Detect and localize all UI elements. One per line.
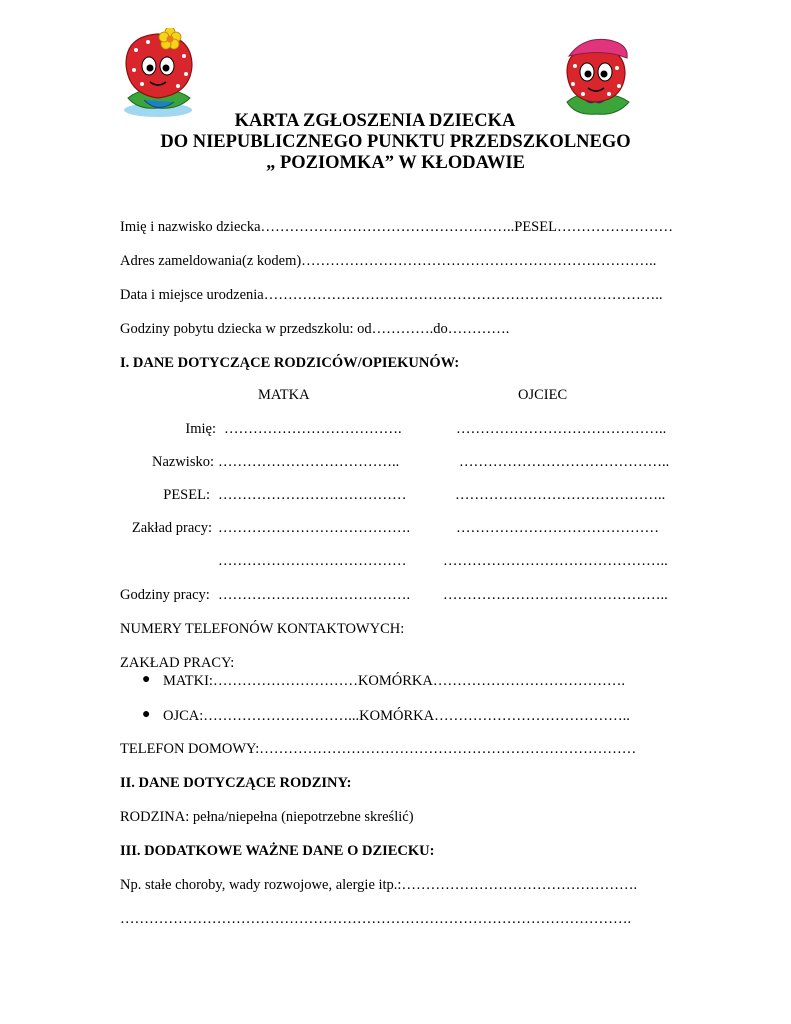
parent-row-label: Imię: [185, 421, 216, 437]
mother-surname-field[interactable]: ……………………………….. [218, 454, 400, 470]
mother-pesel-field[interactable]: ………………………………… [218, 487, 407, 503]
father-pesel-field[interactable]: …………………………………….. [455, 487, 666, 503]
parent-row-label: PESEL: [163, 487, 210, 503]
mother-phone-field[interactable]: MATKI:…………………………KOMÓRKA…………………………………. [163, 673, 625, 689]
form-title-line2: DO NIEPUBLICZNEGO PUNKTU PRZEDSZKOLNEGO [160, 132, 631, 152]
parent-row-label: Nazwisko: [151, 454, 214, 470]
bullet-icon: ● [142, 672, 151, 687]
father-workplace-extra-field[interactable]: ……………………………………….. [443, 553, 668, 569]
mother-column-header: MATKA [258, 387, 310, 403]
strawberry-mascot-flower-icon [118, 28, 200, 120]
extra-info-field[interactable]: ……………………………………………………………………………………………. [120, 911, 632, 927]
bullet-icon: ● [142, 707, 151, 722]
family-status-field[interactable]: RODZINA: pełna/niepełna (niepotrzebne skreślić) [120, 809, 414, 825]
father-first-name-field[interactable]: …………………………………….. [456, 421, 667, 437]
father-column-header: OJCIEC [518, 387, 568, 403]
mother-work-hours-field[interactable]: …………………………………. [218, 587, 411, 603]
form-title-line3: „ POZIOMKA” W KŁODAWIE [266, 153, 525, 173]
mother-workplace-field[interactable]: …………………………………. [218, 520, 411, 536]
father-workplace-field[interactable]: …………………………………… [456, 520, 659, 536]
address-field[interactable]: Adres zameldowania(z kodem)……………………………………………………………….. [120, 253, 657, 269]
stay-hours-field[interactable]: Godziny pobytu dziecka w przedszkolu: od………….do…………. [120, 321, 510, 337]
father-surname-field[interactable]: …………………………………….. [459, 454, 670, 470]
section2-heading: II. DANE DOTYCZĄCE RODZINY: [120, 775, 352, 791]
phones-heading: NUMERY TELEFONÓW KONTAKTOWYCH: [120, 621, 405, 637]
section1-heading: I. DANE DOTYCZĄCE RODZICÓW/OPIEKUNÓW: [120, 355, 460, 371]
father-work-hours-field[interactable]: ……………………………………….. [443, 587, 668, 603]
mother-first-name-field[interactable]: ………………………………. [224, 421, 402, 437]
home-phone-field[interactable]: TELEFON DOMOWY:…………………………………………………………………… [120, 741, 637, 757]
mother-workplace-extra-field[interactable]: ………………………………… [218, 553, 407, 569]
parent-row-label: Godziny pracy: [120, 587, 210, 603]
child-name-field[interactable]: Imię i nazwisko dziecka……………………………………………..PESEL…………………… [120, 219, 673, 235]
form-title-line1: KARTA ZGŁOSZENIA DZIECKA [234, 111, 516, 131]
section3-heading: III. DODATKOWE WAŻNE DANE O DZIECKU: [120, 843, 435, 859]
parent-row-label: Zakład pracy: [131, 520, 212, 536]
father-phone-field[interactable]: OJCA:…………………………...KOMÓRKA………………………………….. [163, 708, 630, 724]
illness-field[interactable]: Np. stałe choroby, wady rozwojowe, alergie itp.:…………………………………………. [120, 877, 638, 893]
birth-field[interactable]: Data i miejsce urodzenia……………………………………………………………………….. [120, 287, 663, 303]
workplace-phones-label: ZAKŁAD PRACY: [120, 655, 235, 671]
